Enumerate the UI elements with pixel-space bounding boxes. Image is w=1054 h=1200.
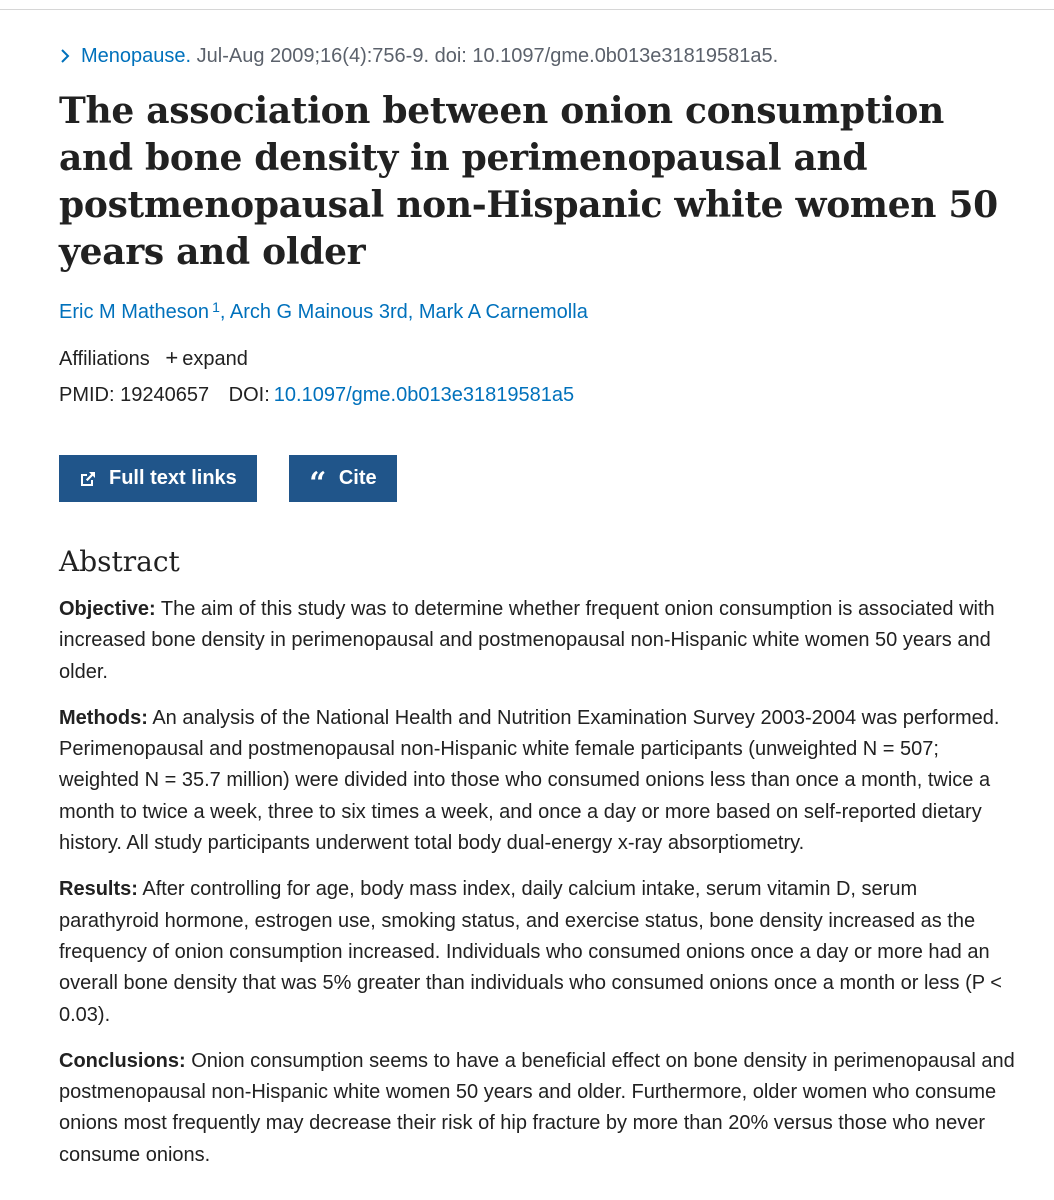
plus-icon: + [165,345,179,370]
author-list: Eric M Matheson $^1$, Arch G Mainous 3rd, Mark A Carnemolla [59,299,588,323]
section-label: Conclusions: [59,1049,186,1072]
top-divider [0,0,1054,10]
abstract-conclusions [59,1046,1019,1171]
identifiers-row [59,379,1019,411]
expand-label: expand [182,348,248,370]
pmid-value: 19240657 [120,384,210,406]
section-label: Objective: [59,598,156,620]
abstract-objective [59,594,1019,688]
citation-line [59,40,1019,72]
author-link[interactable]: Arch G Mainous 3rd [229,301,408,323]
article-page [59,40,1019,1171]
section-text: The aim of this study was to determine whether frequent onion consumption is associated with increased bone density in perimenopausal and postmenopausal non-Hispanic white women 50 years and older. [59,598,995,683]
chevron-right-icon[interactable] [59,40,81,72]
citation-details: Jul-Aug 2009;16(4):756-9. doi: 10.1097/gme.0b013e31819581a5. [196,45,779,67]
abstract-methods [59,703,1019,859]
cite-button[interactable] [289,455,397,502]
doi-label: DOI: [228,384,270,406]
doi-link[interactable]: 10.1097/gme.0b013e31819581a5 [273,384,575,406]
full-text-links-button[interactable] [59,455,257,502]
cite-label: Cite [338,467,377,489]
quote-icon: “ [309,465,327,501]
article-title: The association between onion consumption and bone density in perimenopausal and postmenopausal non-Hispanic white women 50 years and older [59,90,998,273]
affiliations-expand-toggle[interactable] [165,345,248,370]
journal-link[interactable]: Menopause. [81,45,192,67]
section-label: Methods: [59,706,148,729]
abstract-heading: Abstract [59,545,180,578]
section-text: Onion consumption seems to have a beneficial effect on bone density in perimenopausal and postmenopausal non-Hispanic white women 50 years and older. Furthermore, older women who consume onions most frequently may decrease their risk of hip fracture by more than 20% versus those who never consume onions. [59,1049,1015,1166]
affiliations-row [59,342,1019,375]
action-buttons [59,455,1019,502]
author-link[interactable]: Mark A Carnemolla [418,301,588,323]
section-label: Results: [59,878,138,901]
section-text: An analysis of the National Health and Nutrition Examination Survey 2003-2004 was performed. Perimenopausal and postmenopausal non-Hispanic white female participants (unweighted N = 507; weighted N = 35.7 million) were divided into those who consumed onions less than once a month, twice a month to twice a week, three to six times a week, and once a day or more based on self-reported dietary history. All study participants underwent total body dual-energy x-ray absorptiometry. [59,706,1000,855]
abstract-results [59,874,1019,1030]
affiliations-label: Affiliations [59,348,150,370]
pmid-label: PMID: [59,384,115,406]
external-link-icon [77,468,99,490]
author-link[interactable]: Eric M Matheson [59,301,210,323]
full-text-links-label: Full text links [109,467,237,489]
section-text: After controlling for age, body mass index, daily calcium intake, serum vitamin D, serum parathyroid hormone, estrogen use, smoking status, and exercise status, bone density increased as the frequency of onion consumption increased. Individuals who consumed onions once a day or more had an overall bone density that was 5% greater than individuals who consumed onions once a month or less (P < 0.03). [59,878,1002,1026]
affiliation-number[interactable]: 1 [212,299,220,315]
